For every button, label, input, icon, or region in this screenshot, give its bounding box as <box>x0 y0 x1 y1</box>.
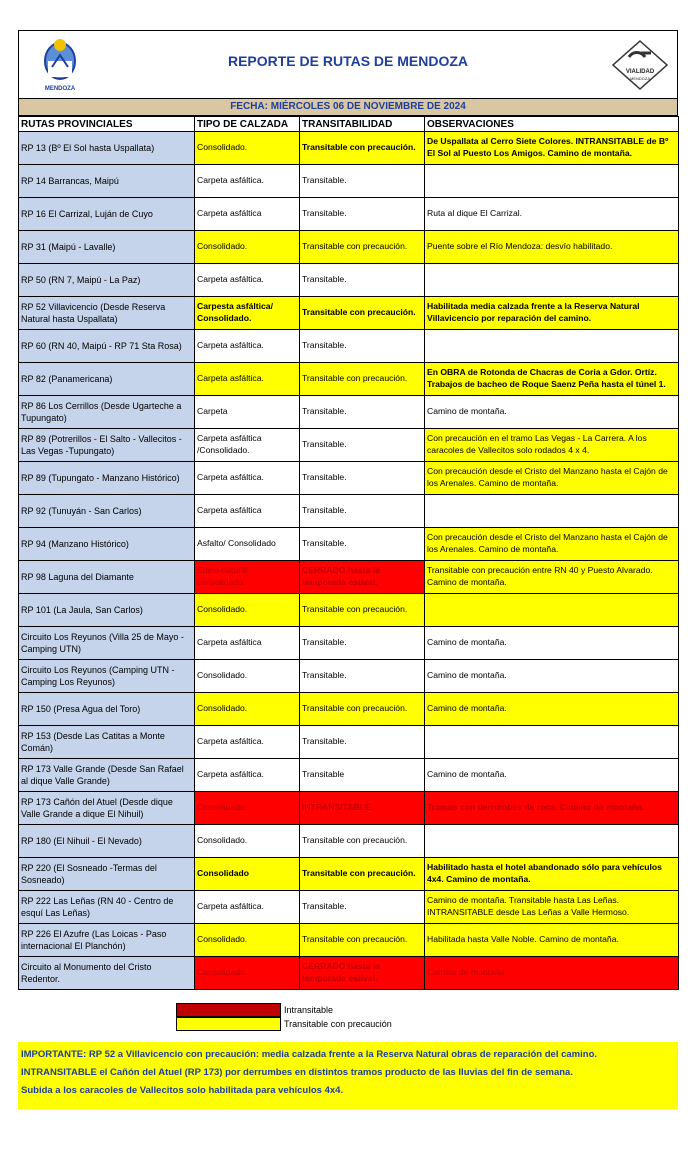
table-row <box>19 198 679 231</box>
transit-cell: Transitable. <box>300 429 425 462</box>
route-cell: RP 173 Valle Grande (Desde San Rafael al dique Valle Grande) <box>19 759 195 792</box>
route-cell: RP 153 (Desde Las Catitas a Monte Comán) <box>19 726 195 759</box>
observation-cell <box>425 495 679 528</box>
table-row <box>19 825 679 858</box>
transit-cell: Transitable con precaución. <box>300 693 425 726</box>
observation-cell: Ruta al dique El Carrizal. <box>425 198 679 231</box>
route-cell: RP 82 (Panamericana) <box>19 363 195 396</box>
observation-cell: Camino de montaña. <box>425 693 679 726</box>
surface-cell: Carpeta asfáltica. <box>195 726 300 759</box>
transit-cell: Transitable con precaución. <box>300 363 425 396</box>
observation-cell <box>425 594 679 627</box>
surface-cell: Consolidado. <box>195 792 300 825</box>
route-cell: RP 89 (Potrerillos - El Salto - Vallecitos - Las Vegas -Tupungato) <box>19 429 195 462</box>
transit-cell: Transitable. <box>300 891 425 924</box>
table-row <box>19 396 679 429</box>
transit-cell: Transitable. <box>300 726 425 759</box>
observation-cell: Camino de montaña. Transitable hasta Las Leñas. INTRANSITABLE desde Las Leñas a Valle Hermoso. <box>425 891 679 924</box>
route-cell: RP 150 (Presa Agua del Toro) <box>19 693 195 726</box>
table-row <box>19 792 679 825</box>
route-cell: RP 180 (El Nihuil - El Nevado) <box>19 825 195 858</box>
logo-right-sub: MENDOZA <box>630 76 650 81</box>
transit-cell: Transitable con precaución. <box>300 231 425 264</box>
logo-right-text: VIALIDAD <box>625 69 655 75</box>
col-header-routes: RUTAS PROVINCIALES <box>19 117 195 132</box>
transit-cell: Transitable. <box>300 495 425 528</box>
legend-item-precaution <box>176 1017 392 1031</box>
vialidad-logo <box>611 39 669 91</box>
observation-cell: De Uspallata al Cerro Siete Colores. INTRANSITABLE de Bº El Sol al Puesto Los Amigos. Camino de montaña. <box>425 132 679 165</box>
surface-cell: Consolidado <box>195 858 300 891</box>
col-header-transit: TRANSITABILIDAD <box>300 117 425 132</box>
table-row <box>19 594 679 627</box>
observation-cell <box>425 165 679 198</box>
transit-cell: Transitable. <box>300 528 425 561</box>
surface-cell: Suelo natural consolidado. <box>195 561 300 594</box>
route-cell: RP 220 (El Sosneado -Termas del Sosneado) <box>19 858 195 891</box>
surface-cell: Consolidado. <box>195 132 300 165</box>
route-cell: RP 173 Cañón del Atuel (Desde dique Valle Grande a dique El Nihuil) <box>19 792 195 825</box>
transit-cell: Transitable. <box>300 462 425 495</box>
table-row <box>19 726 679 759</box>
surface-cell: Carpeta asfáltica. <box>195 165 300 198</box>
transit-cell: Transitable con precaución. <box>300 297 425 330</box>
col-header-observations: OBSERVACIONES <box>425 117 679 132</box>
table-row <box>19 429 679 462</box>
route-cell: RP 89 (Tupungato - Manzano Histórico) <box>19 462 195 495</box>
observation-cell: Con precaución desde el Cristo del Manzano hasta el Cajón de los Arenales. Camino de montaña. <box>425 462 679 495</box>
route-cell: RP 226 El Azufre (Las Loicas - Paso internacional El Planchón) <box>19 924 195 957</box>
route-cell: RP 31 (Maipú - Lavalle) <box>19 231 195 264</box>
transit-cell: CERRADO hasta la temporada estival. <box>300 561 425 594</box>
route-cell: RP 86 Los Cerrillos (Desde Ugarteche a Tupungato) <box>19 396 195 429</box>
route-cell: RP 13 (Bº El Sol hasta Uspallata) <box>19 132 195 165</box>
route-cell: RP 101 (La Jaula, San Carlos) <box>19 594 195 627</box>
table-row <box>19 660 679 693</box>
surface-cell: Carpeta asfáltica /Consolidado. <box>195 429 300 462</box>
surface-cell: Consolidado. <box>195 693 300 726</box>
table-row <box>19 528 679 561</box>
legend-item-intransitable <box>176 1003 392 1017</box>
observation-cell: Habilitada hasta Valle Noble. Camino de montaña. <box>425 924 679 957</box>
page-title: REPORTE DE RUTAS DE MENDOZA <box>227 53 469 69</box>
observation-cell: Habilitado hasta el hotel abandonado sólo para vehículos 4x4. Camino de montaña. <box>425 858 679 891</box>
legend-label: Transitable con precaución <box>284 1019 392 1029</box>
transit-cell: INTRANSITABLE. <box>300 792 425 825</box>
observation-cell: Habilitada media calzada frente a la Reserva Natural Villavicencio por reparación del camino. <box>425 297 679 330</box>
route-cell: RP 60 (RN 40, Maipú - RP 71 Sta Rosa) <box>19 330 195 363</box>
surface-cell: Carpeta asfáltica. <box>195 264 300 297</box>
table-row <box>19 957 679 990</box>
observation-cell: Camino de montaña. <box>425 627 679 660</box>
table-row <box>19 297 679 330</box>
table-row <box>19 132 679 165</box>
surface-cell: Carpeta asfáltica. <box>195 363 300 396</box>
table-row <box>19 561 679 594</box>
table-row <box>19 858 679 891</box>
table-row <box>19 891 679 924</box>
table-row <box>19 165 679 198</box>
table-row <box>19 627 679 660</box>
surface-cell: Carpeta asfáltica. <box>195 330 300 363</box>
transit-cell: CERRADO hasta la temporada estival. <box>300 957 425 990</box>
surface-cell: Consolidado. <box>195 825 300 858</box>
observation-cell: Camino de montaña. <box>425 759 679 792</box>
note-line: INTRANSITABLE el Cañón del Atuel (RP 173) por derrumbes en distintos tramos producto de las lluvias del fin de semana. <box>21 1067 573 1078</box>
transit-cell: Transitable con precaución. <box>300 132 425 165</box>
surface-cell: Asfalto/ Consolidado <box>195 528 300 561</box>
observation-cell <box>425 264 679 297</box>
route-cell: Circuito Los Reyunos (Camping UTN - Camping Los Reyunos) <box>19 660 195 693</box>
report-date: FECHA: MIÉRCOLES 06 DE NOVIEMBRE DE 2024 <box>18 98 678 116</box>
observation-cell: Con precaución en el tramo Las Vegas - La Carrera. A los caracoles de Vallecitos solo rodados 4 x 4. <box>425 429 679 462</box>
surface-cell: Carpeta asfáltica. <box>195 891 300 924</box>
important-note <box>18 1042 678 1109</box>
transit-cell: Transitable <box>300 759 425 792</box>
legend-label: Intransitable <box>284 1005 334 1015</box>
legend-swatch <box>176 1017 281 1031</box>
surface-cell: Carpeta asfáltica <box>195 495 300 528</box>
table-row <box>19 330 679 363</box>
route-cell: RP 222 Las Leñas (RN 40 - Centro de esquí Las Leñas) <box>19 891 195 924</box>
logo-left-text: MENDOZA <box>44 86 76 92</box>
observation-cell <box>425 330 679 363</box>
route-cell: RP 16 El Carrizal, Luján de Cuyo <box>19 198 195 231</box>
table-row <box>19 495 679 528</box>
surface-cell: Consolidado. <box>195 231 300 264</box>
observation-cell: En OBRA de Rotonda de Chacras de Coria a Gdor. Ortíz. Trabajos de bacheo de Roque Saenz Peña hasta el túnel 1. <box>425 363 679 396</box>
surface-cell: Carpeta asfáltica <box>195 198 300 231</box>
note-line: IMPORTANTE: RP 52 a Villavicencio con precaución: media calzada frente a la Reserva Natural obras de reparación del camino. <box>21 1049 598 1060</box>
routes-table <box>18 116 679 990</box>
legend <box>176 1003 392 1031</box>
transit-cell: Transitable. <box>300 396 425 429</box>
surface-cell: Carpesta asfáltica/ Consolidado. <box>195 297 300 330</box>
observation-cell: Transitable con precaución entre RN 40 y Puesto Alvarado. Camino de montaña. <box>425 561 679 594</box>
observation-cell: Camino de montaña. <box>425 957 679 990</box>
observation-cell <box>425 825 679 858</box>
observation-cell: Camino de montaña. <box>425 396 679 429</box>
vialidad-icon <box>611 39 669 91</box>
route-cell: Circuito Los Reyunos (Villa 25 de Mayo - Camping UTN) <box>19 627 195 660</box>
transit-cell: Transitable con precaución. <box>300 594 425 627</box>
surface-cell: Carpeta asfáltica. <box>195 462 300 495</box>
transit-cell: Transitable. <box>300 660 425 693</box>
route-cell: RP 50 (RN 7, Maipú - La Paz) <box>19 264 195 297</box>
surface-cell: Carpeta asfáltica <box>195 627 300 660</box>
report-header <box>18 30 678 98</box>
transit-cell: Transitable con precaución. <box>300 825 425 858</box>
transit-cell: Transitable. <box>300 165 425 198</box>
surface-cell: Carpeta <box>195 396 300 429</box>
table-row <box>19 693 679 726</box>
observation-cell: Con precaución desde el Cristo del Manzano hasta el Cajón de los Arenales. Camino de montaña. <box>425 528 679 561</box>
transit-cell: Transitable. <box>300 627 425 660</box>
surface-cell: Consolidado. <box>195 594 300 627</box>
table-row <box>19 231 679 264</box>
note-line: Subida a los caracoles de Vallecitos solo habilitada para vehículos 4x4. <box>21 1085 344 1096</box>
legend-swatch <box>176 1003 281 1017</box>
col-header-surface: TIPO DE CALZADA <box>195 117 300 132</box>
table-row <box>19 264 679 297</box>
surface-cell: Carpeta asfáltica. <box>195 759 300 792</box>
observation-cell: Tramos con derrumbes de roca. Camino de montaña. <box>425 792 679 825</box>
table-row <box>19 363 679 396</box>
report-sheet <box>18 30 678 990</box>
route-cell: RP 98 Laguna del Diamante <box>19 561 195 594</box>
surface-cell: Consolidado. <box>195 957 300 990</box>
observation-cell: Camino de montaña. <box>425 660 679 693</box>
route-cell: RP 14 Barrancas, Maipú <box>19 165 195 198</box>
transit-cell: Transitable con precaución. <box>300 858 425 891</box>
table-row <box>19 924 679 957</box>
table-header-row <box>19 117 679 132</box>
table-row <box>19 462 679 495</box>
route-cell: RP 52 Villavicencio (Desde Reserva Natural hasta Uspallata) <box>19 297 195 330</box>
observation-cell: Puente sobre el Río Mendoza: desvío habilitado. <box>425 231 679 264</box>
transit-cell: Transitable. <box>300 198 425 231</box>
transit-cell: Transitable. <box>300 330 425 363</box>
surface-cell: Consolidado. <box>195 924 300 957</box>
observation-cell <box>425 726 679 759</box>
transit-cell: Transitable con precaución. <box>300 924 425 957</box>
route-cell: RP 94 (Manzano Histórico) <box>19 528 195 561</box>
table-row <box>19 759 679 792</box>
route-cell: Circuito al Monumento del Cristo Redentor. <box>19 957 195 990</box>
transit-cell: Transitable. <box>300 264 425 297</box>
surface-cell: Consolidado. <box>195 660 300 693</box>
route-cell: RP 92 (Tunuyán - San Carlos) <box>19 495 195 528</box>
